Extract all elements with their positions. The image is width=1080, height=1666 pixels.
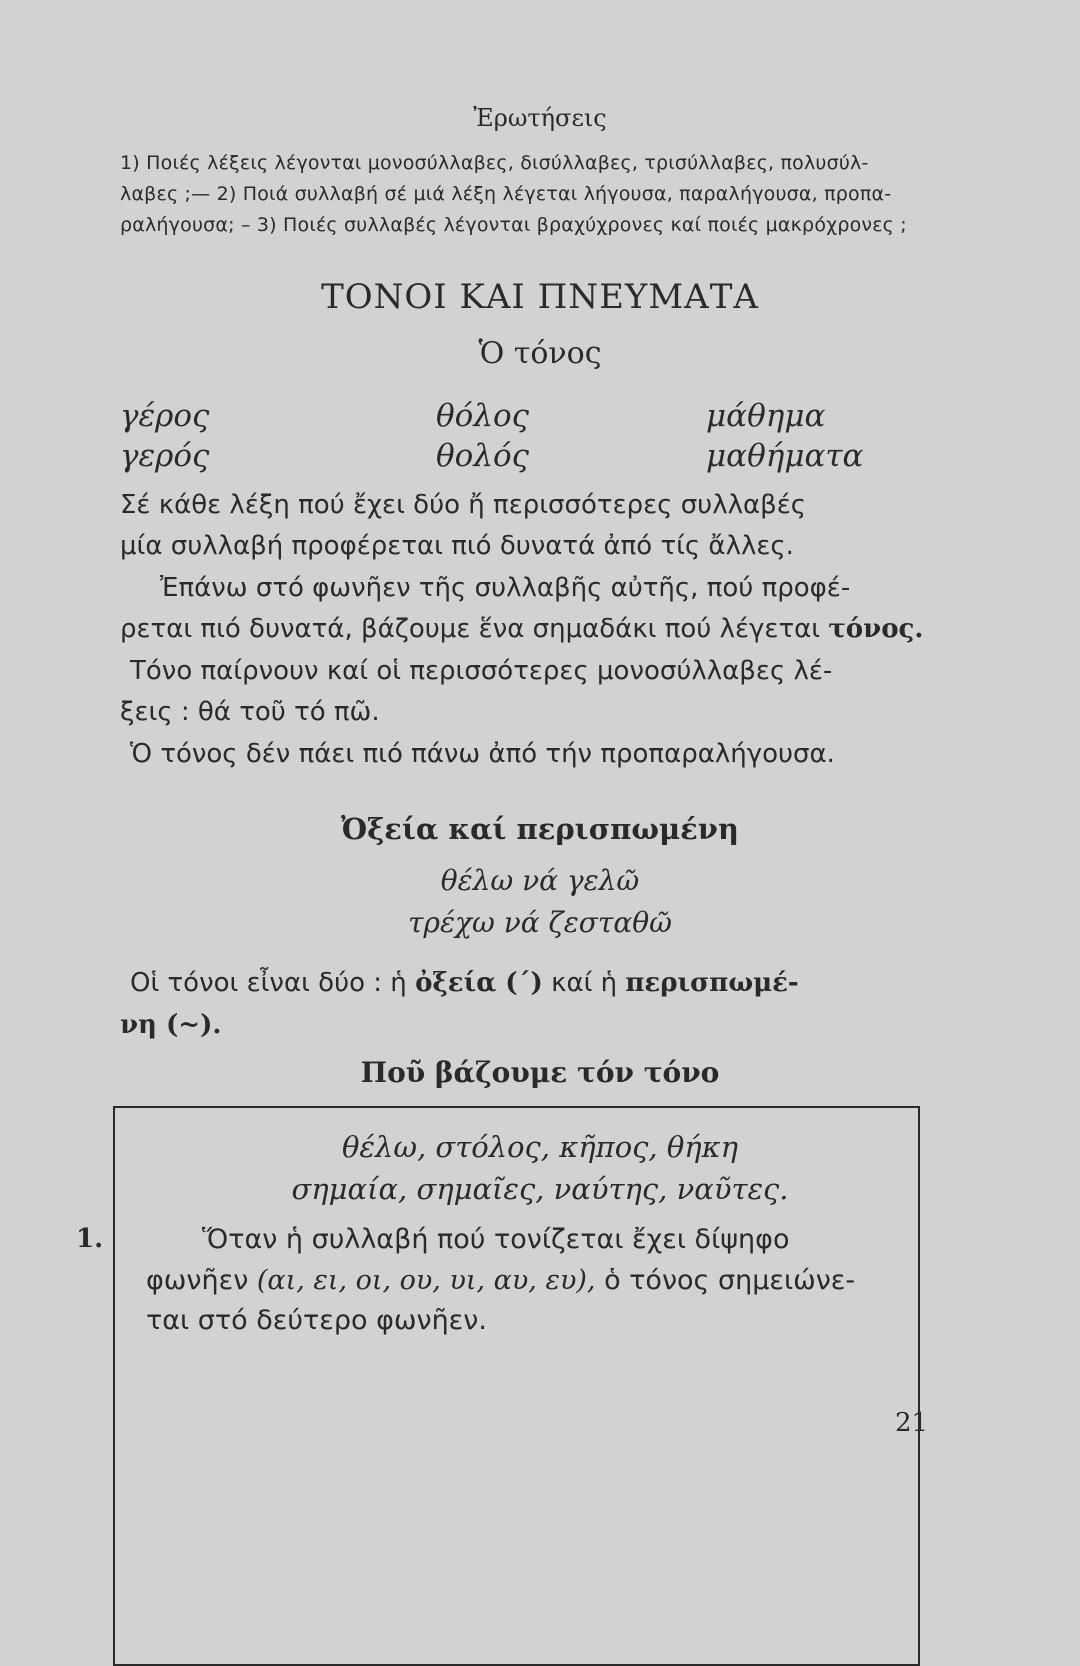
example-2: τρέχω νά ζεσταθῶ xyxy=(408,906,672,939)
example-1: θέλω νά γελῶ xyxy=(440,864,640,897)
word-mathima-1: μάθημα xyxy=(706,398,826,434)
box-example-1: θέλω, στόλος, κῆπος, θήκη xyxy=(341,1130,739,1164)
term-perispomeni: περισπωμέ- xyxy=(625,968,799,998)
paragraph-2-line-2-text: ρεται πιό δυνατά, βάζουμε ἕνα σημαδάκι πού λέγεται xyxy=(120,614,829,644)
tones-text-a: Οἱ τόνοι εἶναι δύο : ἡ xyxy=(130,968,416,998)
rule-number: 1. xyxy=(76,1224,104,1254)
paragraph-2-line-2 xyxy=(120,614,923,644)
word-mathima-2: μαθήματα xyxy=(706,438,864,474)
rule-line-2 xyxy=(146,1265,855,1296)
paragraph-3-line-1: Τόνο παίρνουν καί οἱ περισσότερες μονοσύλλαβες λέ- xyxy=(130,656,833,686)
box-example-2: σημαία, σημαῖες, ναύτης, ναῦτες. xyxy=(291,1172,789,1206)
tonos-heading: Ὁ τόνος xyxy=(478,336,602,371)
main-heading: ΤΟΝΟΙ ΚΑΙ ΠΝΕΥΜΑΤΑ xyxy=(321,277,759,317)
questions-line-3: ραλήγουσα; – 3) Ποιές συλλαβές λέγονται βραχύχρονες καί ποιές μακρόχρονες ; xyxy=(120,214,907,236)
questions-line-1: 1) Ποιές λέξεις λέγονται μονοσύλλαβες, δισύλλαβες, τρισύλλαβες, πολυσύλ- xyxy=(120,152,869,174)
rule-line-1: Ὅταν ἡ συλλαβή πού τονίζεται ἔχει δίψηφο xyxy=(202,1224,790,1255)
tones-text-c: καί ἡ xyxy=(542,968,626,998)
oxeia-heading: Ὀξεία καί περισπωμένη xyxy=(341,812,739,846)
rule-line-3: ται στό δεύτερο φωνῆεν. xyxy=(146,1305,487,1336)
where-heading: Ποῦ βάζουμε τόν τόνο xyxy=(360,1056,720,1089)
term-tonos: τόνος. xyxy=(828,614,924,644)
word-geros-2: γερός xyxy=(120,438,210,474)
word-tholos-2: θολός xyxy=(436,438,529,474)
questions-line-2: λαβες ;— 2) Ποιά συλλαβή σέ μιά λέξη λέγεται λήγουσα, παραλήγουσα, προπα- xyxy=(120,183,892,205)
rule-line-2-c: ὁ τόνος σημειώνε- xyxy=(595,1265,856,1296)
term-oxeia: ὀξεία (΄) xyxy=(415,968,543,998)
paragraph-1-line-2: μία συλλαβή προφέρεται πιό δυνατά ἀπό τίς ἄλλες. xyxy=(120,531,794,561)
rule-line-2-a: φωνῆεν xyxy=(146,1265,257,1296)
questions-title: Ἐρωτήσεις xyxy=(473,104,607,132)
word-geros-1: γέρος xyxy=(120,398,210,434)
tones-line-2: νη (~). xyxy=(120,1010,222,1040)
paragraph-3-line-2: ξεις : θά τοῦ τό πῶ. xyxy=(120,697,380,727)
page-number: 21 xyxy=(895,1408,929,1438)
tones-line-1 xyxy=(130,968,799,998)
paragraph-1-line-1: Σέ κάθε λέξη πού ἔχει δύο ἤ περισσότερες συλλαβές xyxy=(120,490,807,520)
paragraph-4-line-1: Ὁ τόνος δέν πάει πιό πάνω ἀπό τήν προπαραλήγουσα. xyxy=(130,739,835,769)
rule-diphthongs: (αι, ει, οι, ου, υι, αυ, ευ), xyxy=(256,1265,596,1296)
word-tholos-1: θόλος xyxy=(436,398,529,434)
paragraph-2-line-1: Ἐπάνω στό φωνῆεν τῆς συλλαβῆς αὐτῆς, πού προφέ- xyxy=(160,573,851,603)
